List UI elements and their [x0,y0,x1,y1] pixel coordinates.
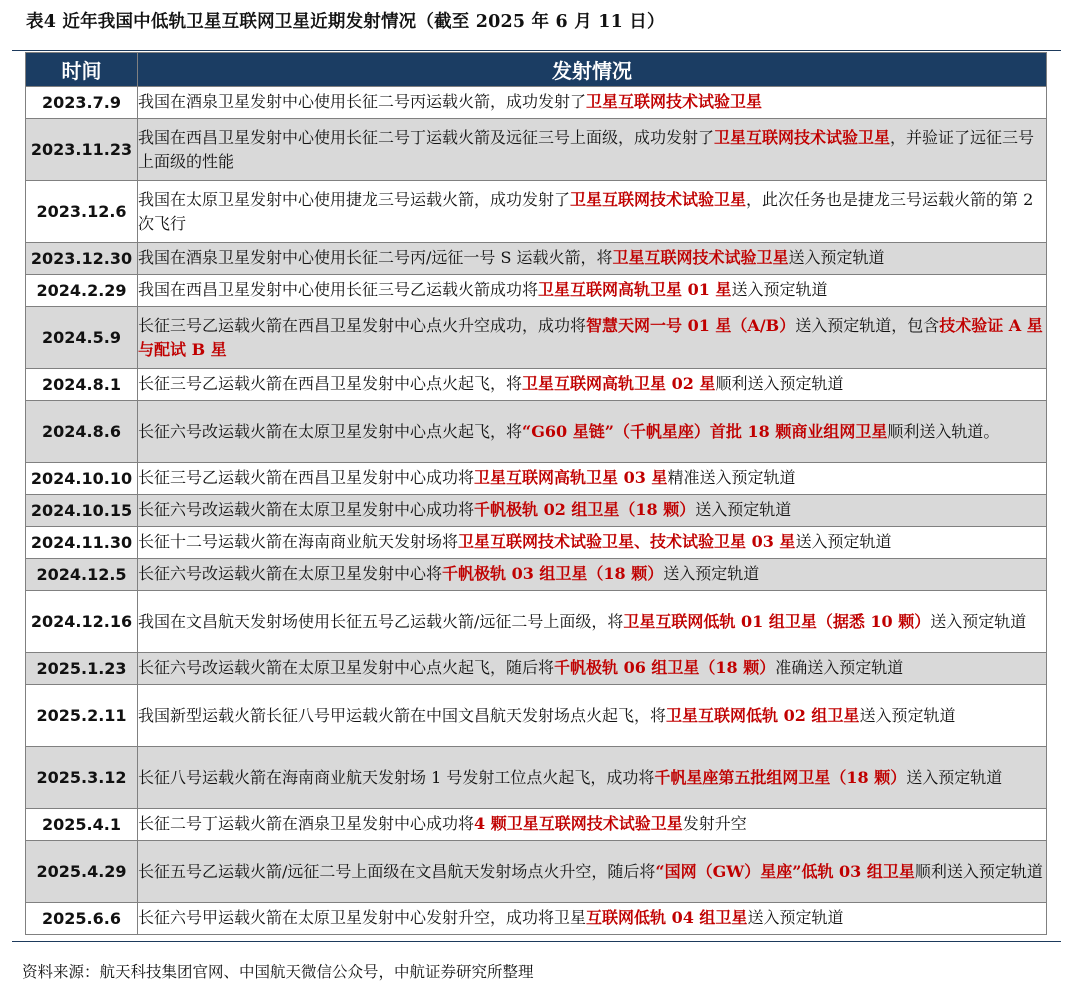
description-text: 送入预定轨道 [695,500,792,519]
highlighted-satellite-name: 卫星互联网技术试验卫星 [714,127,891,147]
launch-description [138,275,1047,307]
highlighted-satellite-name: 千帆极轨 03 组卫星（18 颗） [442,564,664,583]
table-row [26,495,1047,527]
description-text: 我国新型运载火箭长征八号甲运载火箭在中国文昌航天发射场点火起飞，将 [138,705,667,725]
description-text: 发射升空 [682,814,747,833]
highlighted-satellite-name: 卫星互联网技术试验卫星 [612,248,789,267]
table-row [26,809,1047,841]
launch-date: 2025.1.23 [26,653,138,685]
table-row [26,87,1047,119]
launch-date: 2024.10.15 [26,495,138,527]
launch-description [138,559,1047,591]
launch-date: 2024.8.1 [26,369,138,401]
description-text: ，并验证了远征三号上面级的性能 [138,127,1035,171]
description-text: 送入预定轨道 [788,248,885,267]
highlighted-satellite-name: 技术验证 A 星与配试 B 星 [138,315,1043,359]
description-text: ，此次任务也是捷龙三号运载火箭的第 2 次飞行 [138,189,1034,233]
bottom-rule [12,941,1061,942]
launch-description [138,653,1047,685]
description-text: 我国在酒泉卫星发射中心使用长征二号丙运载火箭，成功发射了 [138,92,587,111]
description-text: 我国在文昌航天发射场使用长征五号乙运载火箭/远征二号上面级，将 [138,611,624,631]
description-text: 送入预定轨道 [930,611,1027,631]
highlighted-satellite-name: 千帆极轨 02 组卫星（18 颗） [474,500,696,519]
highlighted-satellite-name: “G60 星链”（千帆星座）首批 18 颗商业组网卫星 [522,421,888,441]
highlighted-satellite-name: “国网（GW）星座”低轨 03 组卫星 [655,861,915,881]
launch-date: 2024.10.10 [26,463,138,495]
table-row [26,275,1047,307]
description-text: 顺利送入轨道。 [887,421,1000,441]
launch-description [138,87,1047,119]
table-row [26,243,1047,275]
description-text: 送入预定轨道 [906,767,1003,787]
launch-description [138,495,1047,527]
table-row [26,653,1047,685]
highlighted-satellite-name: 卫星互联网高轨卫星 03 星 [474,468,668,487]
launch-description [138,401,1047,463]
description-text: 长征十二号运载火箭在海南商业航天发射场将 [138,532,459,551]
table-row [26,463,1047,495]
launch-description [138,307,1047,369]
description-text: 长征八号运载火箭在海南商业航天发射场 1 号发射工位点火起飞，成功将 [138,767,655,787]
description-text: 我国在西昌卫星发射中心使用长征二号丁运载火箭及远征三号上面级，成功发射了 [138,127,715,147]
launch-description [138,809,1047,841]
highlighted-satellite-name: 卫星互联网低轨 02 组卫星 [666,705,860,725]
source-note: 资料来源：航天科技集团官网、中国航天微信公众号，中航证券研究所整理 [22,963,534,981]
description-text: 顺利送入预定轨道 [715,374,844,393]
launch-date: 2025.4.1 [26,809,138,841]
launch-date: 2024.11.30 [26,527,138,559]
description-text: 长征六号改运载火箭在太原卫星发射中心点火起飞，随后将 [138,658,555,677]
launch-description [138,243,1047,275]
highlighted-satellite-name: 卫星互联网技术试验卫星 [586,92,763,111]
table-row [26,841,1047,903]
description-text: 长征三号乙运载火箭在西昌卫星发射中心点火升空成功，成功将 [138,315,587,335]
top-rule [12,50,1061,51]
description-text: 送入预定轨道，包含 [795,315,940,335]
description-text: 长征六号甲运载火箭在太原卫星发射中心发射升空，成功将卫星 [138,908,587,927]
table-row [26,747,1047,809]
highlighted-satellite-name: 千帆极轨 06 组卫星（18 颗） [554,658,776,677]
table-row [26,369,1047,401]
launch-date: 2025.2.11 [26,685,138,747]
launch-description [138,841,1047,903]
description-text: 送入预定轨道 [795,532,892,551]
table-row [26,119,1047,181]
highlighted-satellite-name: 互联网低轨 04 组卫星 [586,908,748,927]
highlighted-satellite-name: 卫星互联网低轨 01 组卫星（据悉 10 颗） [623,611,931,631]
description-text: 准确送入预定轨道 [775,658,904,677]
description-text: 送入预定轨道 [731,280,828,299]
description-text: 长征三号乙运载火箭在西昌卫星发射中心点火起飞，将 [138,374,523,393]
launch-date: 2024.12.5 [26,559,138,591]
description-text: 长征六号改运载火箭在太原卫星发射中心成功将 [138,500,475,519]
launch-date: 2024.12.16 [26,591,138,653]
table-row [26,685,1047,747]
launch-date: 2023.7.9 [26,87,138,119]
column-header-launch: 发射情况 [138,53,1047,87]
description-text: 顺利送入预定轨道 [914,861,1043,881]
launch-date: 2024.5.9 [26,307,138,369]
launch-date: 2023.12.30 [26,243,138,275]
launch-date: 2025.4.29 [26,841,138,903]
highlighted-satellite-name: 卫星互联网技术试验卫星 [570,189,747,209]
description-text: 送入预定轨道 [663,564,760,583]
description-text: 精准送入预定轨道 [667,468,796,487]
highlighted-satellite-name: 千帆星座第五批组网卫星（18 颗） [654,767,907,787]
launch-description [138,685,1047,747]
table-row [26,591,1047,653]
launch-date: 2024.8.6 [26,401,138,463]
launch-date: 2024.2.29 [26,275,138,307]
description-text: 送入预定轨道 [859,705,956,725]
description-text: 长征六号改运载火箭在太原卫星发射中心将 [138,564,443,583]
launch-description [138,747,1047,809]
launch-date: 2023.11.23 [26,119,138,181]
highlighted-satellite-name: 智慧天网一号 01 星（A/B） [586,315,796,335]
highlighted-satellite-name: 卫星互联网高轨卫星 02 星 [522,374,716,393]
highlighted-satellite-name: 卫星互联网技术试验卫星、技术试验卫星 03 星 [458,532,796,551]
launch-description [138,181,1047,243]
description-text: 送入预定轨道 [747,908,844,927]
launch-description [138,591,1047,653]
launch-description [138,369,1047,401]
highlighted-satellite-name: 4 颗卫星互联网技术试验卫星 [474,814,683,833]
description-text: 我国在太原卫星发射中心使用捷龙三号运载火箭，成功发射了 [138,189,571,209]
highlighted-satellite-name: 卫星互联网高轨卫星 01 星 [538,280,732,299]
column-header-time: 时间 [26,53,138,87]
header-row [26,53,1047,87]
launch-table [25,52,1047,935]
table-row [26,559,1047,591]
description-text: 长征六号改运载火箭在太原卫星发射中心点火起飞，将 [138,421,523,441]
table-title: 表4 近年我国中低轨卫星互联网卫星近期发射情况（截至 2025 年 6 月 11 日） [26,12,665,32]
table-row [26,401,1047,463]
launch-description [138,119,1047,181]
table-row [26,903,1047,935]
launch-date: 2023.12.6 [26,181,138,243]
table-row [26,307,1047,369]
description-text: 长征三号乙运载火箭在西昌卫星发射中心成功将 [138,468,475,487]
description-text: 我国在西昌卫星发射中心使用长征三号乙运载火箭成功将 [138,280,539,299]
launch-description [138,527,1047,559]
launch-date: 2025.6.6 [26,903,138,935]
launch-description [138,463,1047,495]
table-row [26,527,1047,559]
launch-date: 2025.3.12 [26,747,138,809]
description-text: 长征二号丁运载火箭在酒泉卫星发射中心成功将 [138,814,475,833]
table-row [26,181,1047,243]
launch-description [138,903,1047,935]
description-text: 我国在酒泉卫星发射中心使用长征二号丙/远征一号 S 运载火箭，将 [138,248,613,267]
description-text: 长征五号乙运载火箭/远征二号上面级在文昌航天发射场点火升空，随后将 [138,861,656,881]
